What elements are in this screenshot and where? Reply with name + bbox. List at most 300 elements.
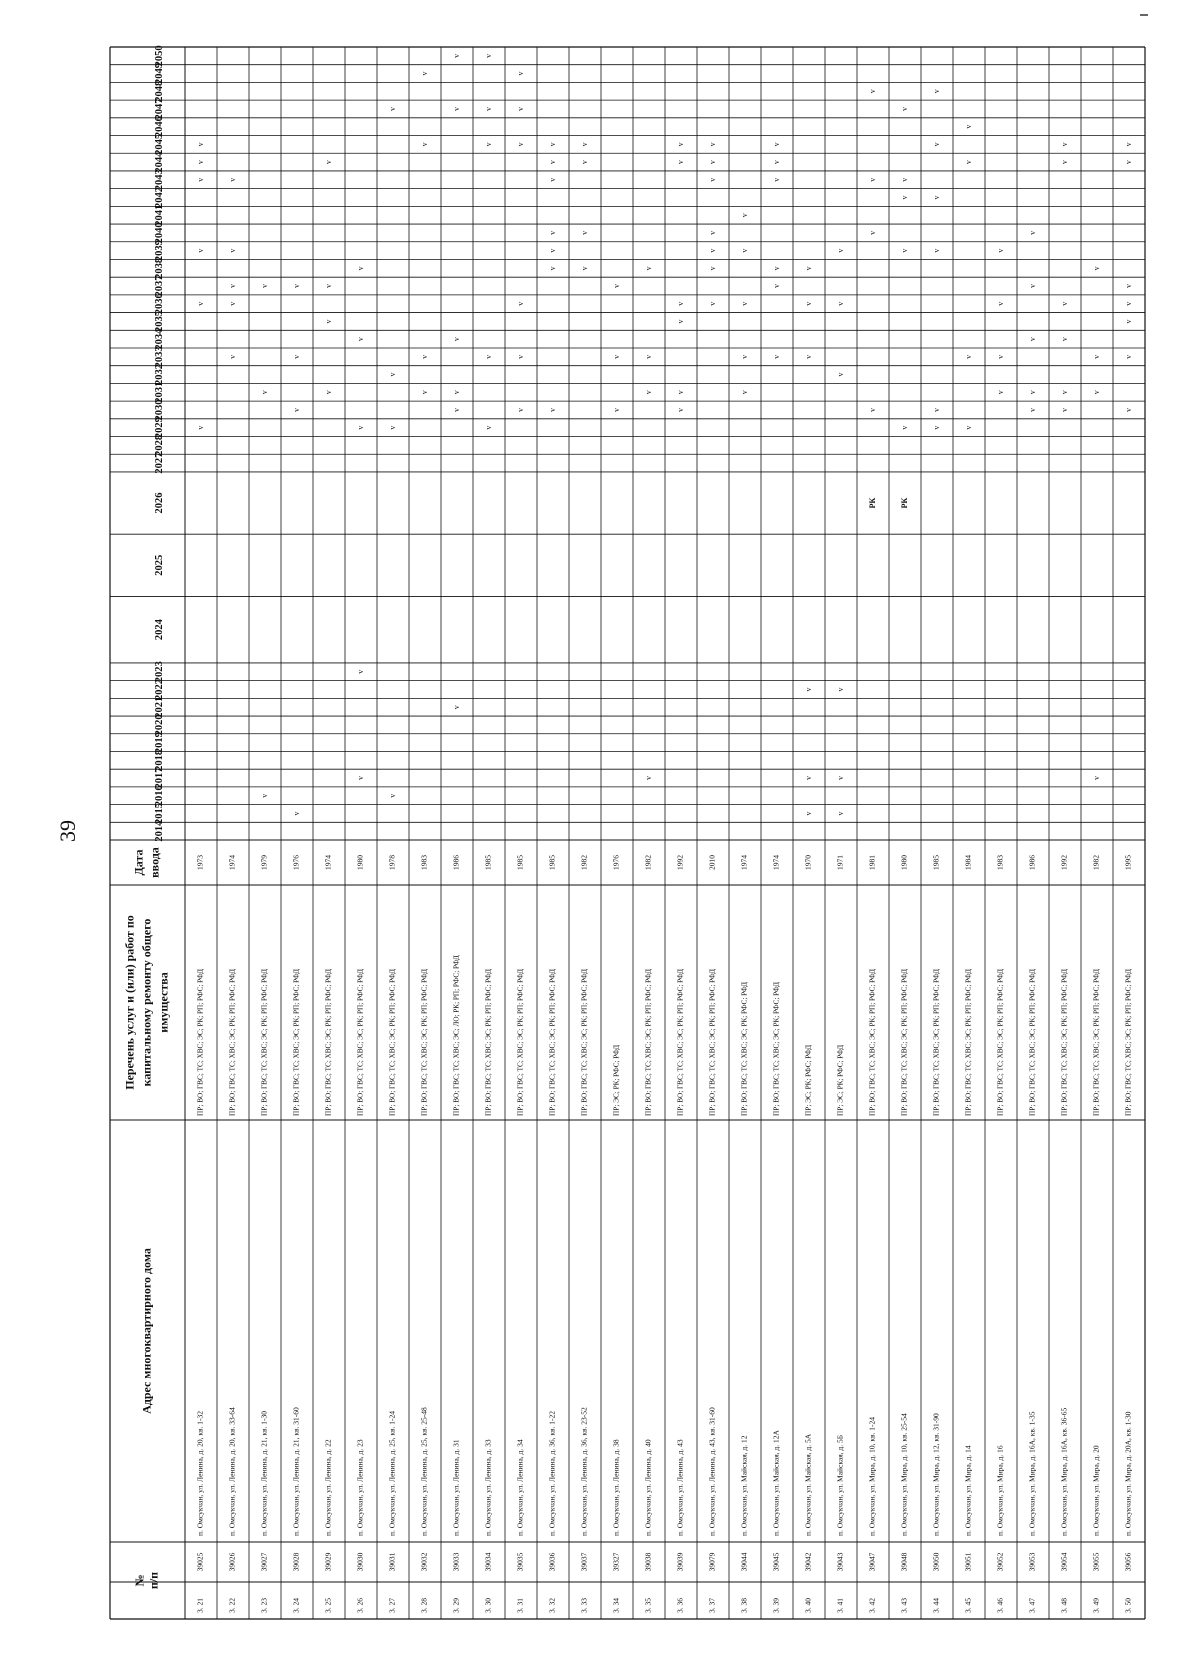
- row-code: 39054: [1059, 1552, 1069, 1572]
- row-mark-v: v: [227, 284, 237, 289]
- row-mark-v: v: [707, 266, 717, 271]
- row-mark-v: v: [579, 230, 589, 235]
- row-mark-v: v: [579, 160, 589, 165]
- row-mark-v: v: [451, 390, 461, 395]
- row-mark-v: v: [1059, 337, 1069, 342]
- row-address: п. Омсукчан, ул. Мира, д. 12, кв. 31-90: [931, 1413, 941, 1536]
- row-number: 3. 42: [867, 1598, 877, 1613]
- row-mark-v: v: [899, 177, 909, 182]
- row-mark-v: v: [227, 177, 237, 182]
- header-year-2026: 2026: [153, 492, 165, 514]
- header-year-2041: 2041: [153, 204, 165, 226]
- row-number: 3. 35: [643, 1598, 653, 1613]
- row-number: 3. 50: [1123, 1598, 1133, 1613]
- row-mark-v: v: [643, 266, 653, 271]
- row-mark-v: v: [803, 301, 813, 306]
- row-mark-v: v: [259, 284, 269, 289]
- row-mark-v: v: [1091, 266, 1101, 271]
- header-year-2023: 2023: [153, 661, 165, 683]
- row-mark-v: v: [835, 372, 845, 377]
- row-works: ПР; ВО; ГВС; ТС; ХВС; ЭС; РК; РП; РФС; РФД: [356, 969, 365, 1116]
- row-works: ПР; ЭС; РК; РФС; РФД: [804, 1044, 813, 1116]
- row-number: 3. 40: [803, 1598, 813, 1613]
- row-date: 1974: [739, 855, 749, 870]
- row-code: 39056: [1123, 1552, 1133, 1572]
- row-address: п. Омсукчан, ул. Майская, д. 5А: [803, 1433, 813, 1536]
- row-mark-v: v: [451, 407, 461, 412]
- row-number: 3. 23: [259, 1598, 269, 1613]
- row-mark-v: v: [387, 106, 397, 111]
- header-year-2016: 2016: [153, 785, 165, 807]
- row-mark-v: v: [195, 160, 205, 165]
- row-number: 3. 34: [611, 1598, 621, 1613]
- row-address: п. Омсукчан, ул. Ленина, д. 25, кв. 25-48: [419, 1407, 429, 1536]
- row-mark-v: v: [739, 248, 749, 253]
- row-address: п. Омсукчан, ул. Мира, д. 16А, кв. 36-65: [1059, 1407, 1069, 1536]
- row-works: ПР; ВО; ГВС; ТС; ХВС; ЭС; РК; РП; РФС; РФД: [964, 969, 973, 1116]
- row-date: 1992: [675, 855, 685, 870]
- row-mark-v: v: [419, 71, 429, 76]
- row-date: 1985: [483, 855, 493, 870]
- row-code: 39037: [579, 1552, 589, 1572]
- header-year-2015: 2015: [153, 802, 165, 824]
- row-works: ПР; ВО; ГВС; ТС; ХВС; ЭС; РК; РП; РФС; РФД: [1028, 969, 1037, 1116]
- row-number: 3. 45: [963, 1598, 973, 1613]
- row-mark-v: v: [1123, 160, 1133, 165]
- row-mark-v: v: [1027, 337, 1037, 342]
- row-date: 1979: [259, 855, 269, 870]
- row-mark-v: v: [547, 142, 557, 147]
- row-mark-v: v: [707, 248, 717, 253]
- row-address: п. Омсукчан, ул. Ленина, д. 20, кв. 1-32: [195, 1410, 205, 1536]
- row-mark-v: v: [835, 687, 845, 692]
- row-works: ПР; ВО; ГВС; ТС; ХВС; ЭС; РК; РП; РФС; РФД: [548, 969, 557, 1116]
- row-works: ПР; ЭС; РК; РФС; РФД: [612, 1044, 621, 1116]
- row-address: п. Омсукчан, ул. Ленина, д. 31: [451, 1439, 461, 1536]
- header-year-2045: 2045: [153, 133, 165, 155]
- table-grid: [110, 47, 1145, 1619]
- row-works: ПР; ВО; ГВС; ТС; ХВС; ЭС; РК; РП; РФС; РФД: [1092, 969, 1101, 1116]
- row-mark-v: v: [291, 284, 301, 289]
- row-mark-v: v: [547, 177, 557, 182]
- row-address: п. Омсукчан, ул. Майская, д. 12А: [771, 1430, 781, 1536]
- row-works: ПР; ВО; ГВС; ТС; ХВС; ЭС; РК; РП; РФС; РФД: [932, 969, 941, 1116]
- row-address: п. Омсукчан, ул. Ленина, д. 36, кв. 23-52: [579, 1407, 589, 1536]
- row-works: ПР; ЭС; РК; РФС; РФД: [836, 1044, 845, 1116]
- row-address: п. Омсукчан, ул. Мира, д. 10, кв. 25-54: [899, 1413, 909, 1536]
- row-mark-v: v: [963, 124, 973, 129]
- header-works: Перечень услуг и (или) работ по: [122, 915, 137, 1090]
- row-works: ПР; ВО; ГВС; ТС; ХВС; ЭС; РК; РП; РФС; РФД: [580, 969, 589, 1116]
- row-mark-v: v: [1123, 301, 1133, 306]
- row-works: ПР; ВО; ГВС; ТС; ХВС; ЭС; РК; РП; РФС; РФД: [388, 969, 397, 1116]
- row-mark-v: v: [355, 669, 365, 674]
- row-mark-v: v: [931, 425, 941, 430]
- row-mark-v: v: [419, 142, 429, 147]
- row-mark-v: v: [835, 248, 845, 253]
- row-mark-v: v: [291, 354, 301, 359]
- row-mark-v: v: [675, 142, 685, 147]
- row-mark-v: v: [771, 284, 781, 289]
- row-mark-v: v: [643, 776, 653, 781]
- row-code: 39032: [419, 1552, 429, 1572]
- row-number: 3. 44: [931, 1598, 941, 1613]
- row-works: ПР; ВО; ГВС; ТС; ХВС; ЭС; РК; РП; РФС; РФД: [484, 969, 493, 1116]
- header-year-2032: 2032: [153, 364, 165, 386]
- row-code: 39036: [547, 1552, 557, 1572]
- row-mark-v: v: [515, 142, 525, 147]
- row-code: 39047: [867, 1552, 877, 1572]
- row-mark-rk: РК: [867, 497, 877, 509]
- row-mark-v: v: [451, 106, 461, 111]
- header-year-2014: 2014: [153, 820, 165, 842]
- row-mark-v: v: [707, 301, 717, 306]
- row-date: 1983: [995, 855, 1005, 870]
- row-code: 39028: [291, 1552, 301, 1572]
- row-mark-v: v: [707, 160, 717, 165]
- row-mark-v: v: [195, 177, 205, 182]
- row-date: 1984: [963, 855, 973, 870]
- row-code: 39026: [227, 1552, 237, 1572]
- row-address: п. Омсукчан, ул. Мира, д. 14: [963, 1445, 973, 1536]
- row-mark-v: v: [931, 142, 941, 147]
- row-code: 39038: [643, 1552, 653, 1572]
- row-mark-v: v: [195, 301, 205, 306]
- row-address: п. Омсукчан, ул. Ленина, д. 20, кв. 33-64: [227, 1407, 237, 1536]
- row-date: 1974: [323, 855, 333, 870]
- header-year-2035: 2035: [153, 310, 165, 332]
- header-year-2043: 2043: [153, 169, 165, 191]
- row-mark-v: v: [227, 354, 237, 359]
- row-code: 39031: [387, 1552, 397, 1572]
- row-works: ПР; ВО; ГВС; ТС; ХВС; ЭС; РК; РП; РФС; РФД: [228, 969, 237, 1116]
- row-mark-v: v: [867, 407, 877, 412]
- header-works: капитальному ремонту общего: [139, 918, 154, 1087]
- row-date: 1982: [1091, 855, 1101, 870]
- row-date: 1980: [899, 855, 909, 870]
- row-code: 39027: [259, 1552, 269, 1572]
- row-address: п. Омсукчан, ул. Ленина, д. 40: [643, 1439, 653, 1536]
- row-mark-v: v: [483, 425, 493, 430]
- row-mark-v: v: [355, 776, 365, 781]
- header-no: №: [132, 1574, 147, 1587]
- row-code: 39079: [707, 1552, 717, 1572]
- row-mark-v: v: [995, 248, 1005, 253]
- row-mark-v: v: [931, 407, 941, 412]
- row-mark-v: v: [867, 177, 877, 182]
- row-mark-v: v: [1027, 390, 1037, 395]
- header-year-2028: 2028: [153, 434, 165, 456]
- header-year-2018: 2018: [153, 749, 165, 771]
- row-mark-v: v: [771, 160, 781, 165]
- row-number: 3. 22: [227, 1598, 237, 1613]
- row-mark-v: v: [323, 284, 333, 289]
- row-code: 39044: [739, 1552, 749, 1572]
- row-code: 39039: [675, 1552, 685, 1572]
- row-date: 1974: [227, 855, 237, 870]
- row-code: 39053: [1027, 1552, 1037, 1572]
- row-mark-v: v: [1123, 354, 1133, 359]
- row-mark-v: v: [451, 337, 461, 342]
- row-code: 39025: [195, 1552, 205, 1572]
- row-number: 3. 31: [515, 1598, 525, 1613]
- row-number: 3. 38: [739, 1598, 749, 1613]
- row-number: 3. 41: [835, 1598, 845, 1613]
- page-number: 39: [55, 820, 80, 842]
- row-number: 3. 37: [707, 1598, 717, 1613]
- row-works: ПР; ВО; ГВС; ТС; ХВС; ЭС; РК; РП; РФС; РФД: [868, 969, 877, 1116]
- row-works: ПР; ВО; ГВС; ТС; ХВС; ЭС; РК; РП; РФС; РФД: [420, 969, 429, 1116]
- row-number: 3. 30: [483, 1598, 493, 1613]
- row-code: 39055: [1091, 1552, 1101, 1572]
- row-mark-v: v: [803, 266, 813, 271]
- row-address: п. Омсукчан, ул. Ленина, д. 21, кв. 1-30: [259, 1410, 269, 1536]
- row-mark-v: v: [483, 142, 493, 147]
- row-mark-v: v: [1027, 230, 1037, 235]
- row-mark-v: v: [771, 354, 781, 359]
- row-works: ПР; ВО; ГВС; ТС; ХВС; ЭС; РК; РП; РФС; РФД: [292, 969, 301, 1116]
- row-mark-v: v: [419, 354, 429, 359]
- row-mark-v: v: [483, 354, 493, 359]
- header-year-2037: 2037: [153, 275, 165, 297]
- row-mark-v: v: [611, 354, 621, 359]
- row-works: ПР; ВО; ГВС; ТС; ХВС; ЭС; РК; РП; РФС; РФД: [1060, 969, 1069, 1116]
- row-mark-v: v: [739, 213, 749, 218]
- row-number: 3. 29: [451, 1598, 461, 1613]
- row-code: 39042: [803, 1552, 813, 1572]
- header-year-2029: 2029: [153, 417, 165, 439]
- row-date: 1986: [1027, 855, 1037, 870]
- row-code: 39033: [451, 1552, 461, 1572]
- row-address: п. Омсукчан, ул. Ленина, д. 33: [483, 1439, 493, 1536]
- row-mark-v: v: [1059, 390, 1069, 395]
- row-mark-v: v: [675, 301, 685, 306]
- row-mark-v: v: [675, 390, 685, 395]
- row-mark-v: v: [611, 407, 621, 412]
- row-number: 3. 32: [547, 1598, 557, 1613]
- row-mark-v: v: [675, 407, 685, 412]
- header-year-2046: 2046: [153, 116, 165, 138]
- row-works: ПР; ВО; ГВС; ТС; ХВС; ЭС; РК; РП; РФС; РФД: [644, 969, 653, 1116]
- row-mark-v: v: [355, 266, 365, 271]
- header-year-2033: 2033: [153, 346, 165, 368]
- row-address: п. Омсукчан, ул. Ленина, д. 22: [323, 1439, 333, 1536]
- row-mark-v: v: [803, 354, 813, 359]
- row-works: ПР; ВО; ГВС; ТС; ХВС; ЭС; РК; РП; РФС; РФД: [1124, 969, 1133, 1116]
- row-address: п. Омсукчан, ул. Мира, д. 10, кв. 1-24: [867, 1416, 877, 1536]
- row-number: 3. 48: [1059, 1598, 1069, 1613]
- row-mark-v: v: [1027, 407, 1037, 412]
- row-mark-v: v: [835, 776, 845, 781]
- row-code: 39045: [771, 1552, 781, 1572]
- row-works: ПР; ВО; ГВС; ТС; ХВС; ЭС; РК; РП; РФС; РФД: [900, 969, 909, 1116]
- row-code: 39035: [515, 1552, 525, 1572]
- row-mark-v: v: [1091, 390, 1101, 395]
- row-code: 39030: [355, 1552, 365, 1572]
- row-mark-v: v: [995, 354, 1005, 359]
- row-mark-v: v: [1059, 142, 1069, 147]
- row-address: п. Омсукчан, ул. Мира, д. 16: [995, 1445, 1005, 1536]
- header-year-2025: 2025: [153, 554, 165, 576]
- row-code: 39029: [323, 1552, 333, 1572]
- row-mark-v: v: [355, 425, 365, 430]
- row-mark-v: v: [515, 106, 525, 111]
- row-address: п. Омсукчан, ул. Майская, д. 5Б: [835, 1434, 845, 1536]
- row-date: 1985: [931, 855, 941, 870]
- row-mark-v: v: [195, 248, 205, 253]
- row-address: п. Омсукчан, ул. Мира, д. 20А, кв. 1-30: [1123, 1411, 1133, 1536]
- row-mark-v: v: [451, 705, 461, 710]
- row-code: 39050: [931, 1552, 941, 1572]
- row-mark-v: v: [387, 372, 397, 377]
- row-mark-v: v: [899, 248, 909, 253]
- row-mark-v: v: [1123, 142, 1133, 147]
- row-number: 3. 36: [675, 1598, 685, 1613]
- row-mark-v: v: [995, 390, 1005, 395]
- row-mark-v: v: [739, 354, 749, 359]
- row-code: 39043: [835, 1552, 845, 1572]
- row-mark-v: v: [355, 337, 365, 342]
- row-address: п. Омсукчан, ул. Ленина, д. 23: [355, 1439, 365, 1536]
- header-year-2027: 2027: [153, 452, 165, 474]
- header-date: ввода: [147, 847, 162, 878]
- row-mark-v: v: [739, 390, 749, 395]
- row-mark-v: v: [611, 284, 621, 289]
- row-address: п. Омсукчан, ул. Ленина, д. 25, кв. 1-24: [387, 1410, 397, 1536]
- row-mark-v: v: [931, 248, 941, 253]
- row-code: 39327: [611, 1552, 621, 1572]
- row-works: ПР; ВО; ГВС; ТС; ХВС; ЭС; РК; РП; РФС; РФД: [516, 969, 525, 1116]
- row-mark-v: v: [1027, 284, 1037, 289]
- row-mark-v: v: [1123, 284, 1133, 289]
- row-address: п. Омсукчан, ул. Ленина, д. 43, кв. 31-60: [707, 1407, 717, 1536]
- row-number: 3. 43: [899, 1598, 909, 1613]
- row-address: п. Омсукчан, ул. Ленина, д. 38: [611, 1439, 621, 1536]
- header-date: Дата: [131, 849, 146, 876]
- header-year-2048: 2048: [153, 80, 165, 102]
- row-mark-v: v: [675, 160, 685, 165]
- row-number: 3. 24: [291, 1598, 301, 1613]
- row-mark-v: v: [963, 160, 973, 165]
- row-mark-v: v: [803, 776, 813, 781]
- row-number: 3. 49: [1091, 1598, 1101, 1613]
- row-date: 1976: [291, 855, 301, 870]
- row-mark-v: v: [771, 142, 781, 147]
- row-mark-v: v: [931, 89, 941, 94]
- row-mark-v: v: [867, 230, 877, 235]
- row-date: 1982: [579, 855, 589, 870]
- row-address: п. Омсукчан, ул. Мира, д. 16А, кв. 1-35: [1027, 1411, 1037, 1536]
- row-mark-v: v: [1123, 319, 1133, 324]
- row-mark-v: v: [1091, 354, 1101, 359]
- row-mark-v: v: [547, 248, 557, 253]
- row-mark-v: v: [707, 142, 717, 147]
- row-number: 3. 25: [323, 1598, 333, 1613]
- row-mark-v: v: [515, 301, 525, 306]
- row-mark-v: v: [387, 793, 397, 798]
- row-date: 1980: [355, 855, 365, 870]
- row-mark-v: v: [291, 811, 301, 816]
- row-mark-v: v: [259, 793, 269, 798]
- row-mark-v: v: [579, 142, 589, 147]
- row-mark-v: v: [1059, 160, 1069, 165]
- row-mark-v: v: [547, 407, 557, 412]
- row-mark-v: v: [515, 71, 525, 76]
- header-year-2047: 2047: [153, 98, 165, 120]
- header-year-2030: 2030: [153, 399, 165, 421]
- row-mark-v: v: [227, 248, 237, 253]
- row-number: 3. 39: [771, 1598, 781, 1613]
- row-mark-v: v: [259, 390, 269, 395]
- header-year-2038: 2038: [153, 257, 165, 279]
- row-mark-v: v: [995, 301, 1005, 306]
- row-date: 1981: [867, 855, 877, 870]
- header-year-2044: 2044: [153, 151, 165, 173]
- row-mark-v: v: [835, 301, 845, 306]
- header-year-2019: 2019: [153, 732, 165, 754]
- row-works: ПР; ВО; ГВС; ТС; ХВС; ЭС; РК; РФС; РФД: [740, 982, 749, 1116]
- header-works: имущества: [156, 972, 171, 1033]
- row-mark-v: v: [515, 354, 525, 359]
- header-no: п/п: [146, 1571, 161, 1590]
- header-year-2017: 2017: [153, 767, 165, 789]
- row-mark-v: v: [899, 106, 909, 111]
- row-mark-v: v: [451, 53, 461, 58]
- row-number: 3. 28: [419, 1598, 429, 1613]
- header-year-2036: 2036: [153, 293, 165, 315]
- row-mark-v: v: [483, 53, 493, 58]
- row-mark-v: v: [1123, 407, 1133, 412]
- row-address: п. Омсукчан, ул. Ленина, д. 34: [515, 1439, 525, 1536]
- header-year-2022: 2022: [153, 679, 165, 701]
- row-code: 39048: [899, 1552, 909, 1572]
- row-address: п. Омсукчан, ул. Ленина, д. 36, кв. 1-22: [547, 1410, 557, 1536]
- row-mark-v: v: [1059, 407, 1069, 412]
- row-mark-v: v: [643, 390, 653, 395]
- row-mark-v: v: [931, 195, 941, 200]
- row-mark-v: v: [387, 425, 397, 430]
- row-works: ПР; ВО; ГВС; ТС; ХВС; ЭС; РК; РП; РФС; РФД: [324, 969, 333, 1116]
- row-number: 3. 33: [579, 1598, 589, 1613]
- row-works: ПР; ВО; ГВС; ТС; ХВС; ЭС; РК; РП; РФС; РФД: [196, 969, 205, 1116]
- row-mark-v: v: [323, 319, 333, 324]
- row-mark-v: v: [643, 354, 653, 359]
- row-date: 1974: [771, 855, 781, 870]
- row-date: 1985: [515, 855, 525, 870]
- header-year-2034: 2034: [153, 328, 165, 350]
- row-date: 1995: [1123, 855, 1133, 870]
- header-year-2024: 2024: [153, 619, 165, 641]
- row-works: ПР; ВО; ГВС; ТС; ХВС; ЭС; РК; РП; РФС; РФД: [708, 969, 717, 1116]
- row-date: 1973: [195, 855, 205, 870]
- row-mark-v: v: [483, 106, 493, 111]
- header-year-2021: 2021: [153, 696, 165, 718]
- row-mark-v: v: [963, 425, 973, 430]
- row-mark-v: v: [1091, 776, 1101, 781]
- row-mark-v: v: [579, 266, 589, 271]
- row-date: 1985: [547, 855, 557, 870]
- row-code: 39051: [963, 1552, 973, 1572]
- row-mark-v: v: [835, 811, 845, 816]
- row-works: ПР; ВО; ГВС; ТС; ХВС; ЭС; РК; РП; РФС; РФД: [996, 969, 1005, 1116]
- row-mark-v: v: [899, 425, 909, 430]
- row-works: ПР; ВО; ГВС; ТС; ХВС; ЭС; РК; РП; РФС; РФД: [260, 969, 269, 1116]
- row-number: 3. 47: [1027, 1598, 1037, 1613]
- row-mark-v: v: [227, 301, 237, 306]
- row-date: 1978: [387, 855, 397, 870]
- header-year-2049: 2049: [153, 63, 165, 85]
- row-mark-v: v: [739, 301, 749, 306]
